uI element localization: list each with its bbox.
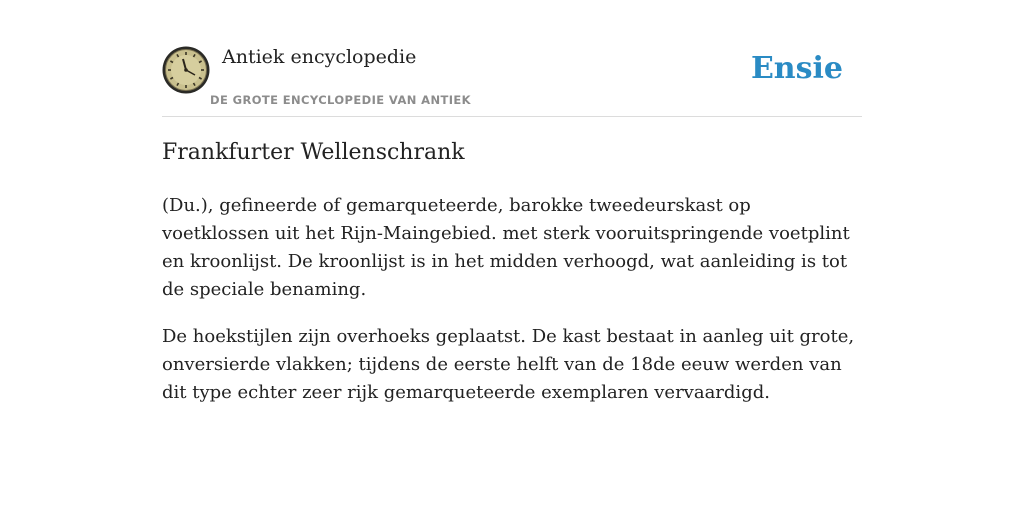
site-tagline: DE GROTE ENCYCLOPEDIE VAN ANTIEK (210, 93, 471, 107)
article-title: Frankfurter Wellenschrank (162, 140, 465, 165)
article-body (162, 192, 862, 426)
article-paragraph: (Du.), gefineerde of gemarqueteerde, barokke tweedeurskast op voetklossen uit het Rijn-Maingebied. met sterk vooruitspringende voetplint en kroonlijst. De kroonlijst is in het midden verhoogd, wat aanleiding is tot de speciale benaming. (162, 195, 850, 300)
article-paragraph: De hoekstijlen zijn overhoeks geplaatst. De kast bestaat in aanleg uit grote, onversierde vlakken; tijdens de eerste helft van de 18de eeuw werden van dit type echter zeer rijk gemarqueteerde exemplaren vervaardigd. (162, 326, 855, 403)
site-name[interactable]: Antiek encyclopedie (222, 46, 417, 68)
brand-logo-link[interactable]: Ensie (750, 51, 843, 86)
site-header (162, 44, 862, 117)
clock-icon[interactable] (162, 46, 210, 94)
